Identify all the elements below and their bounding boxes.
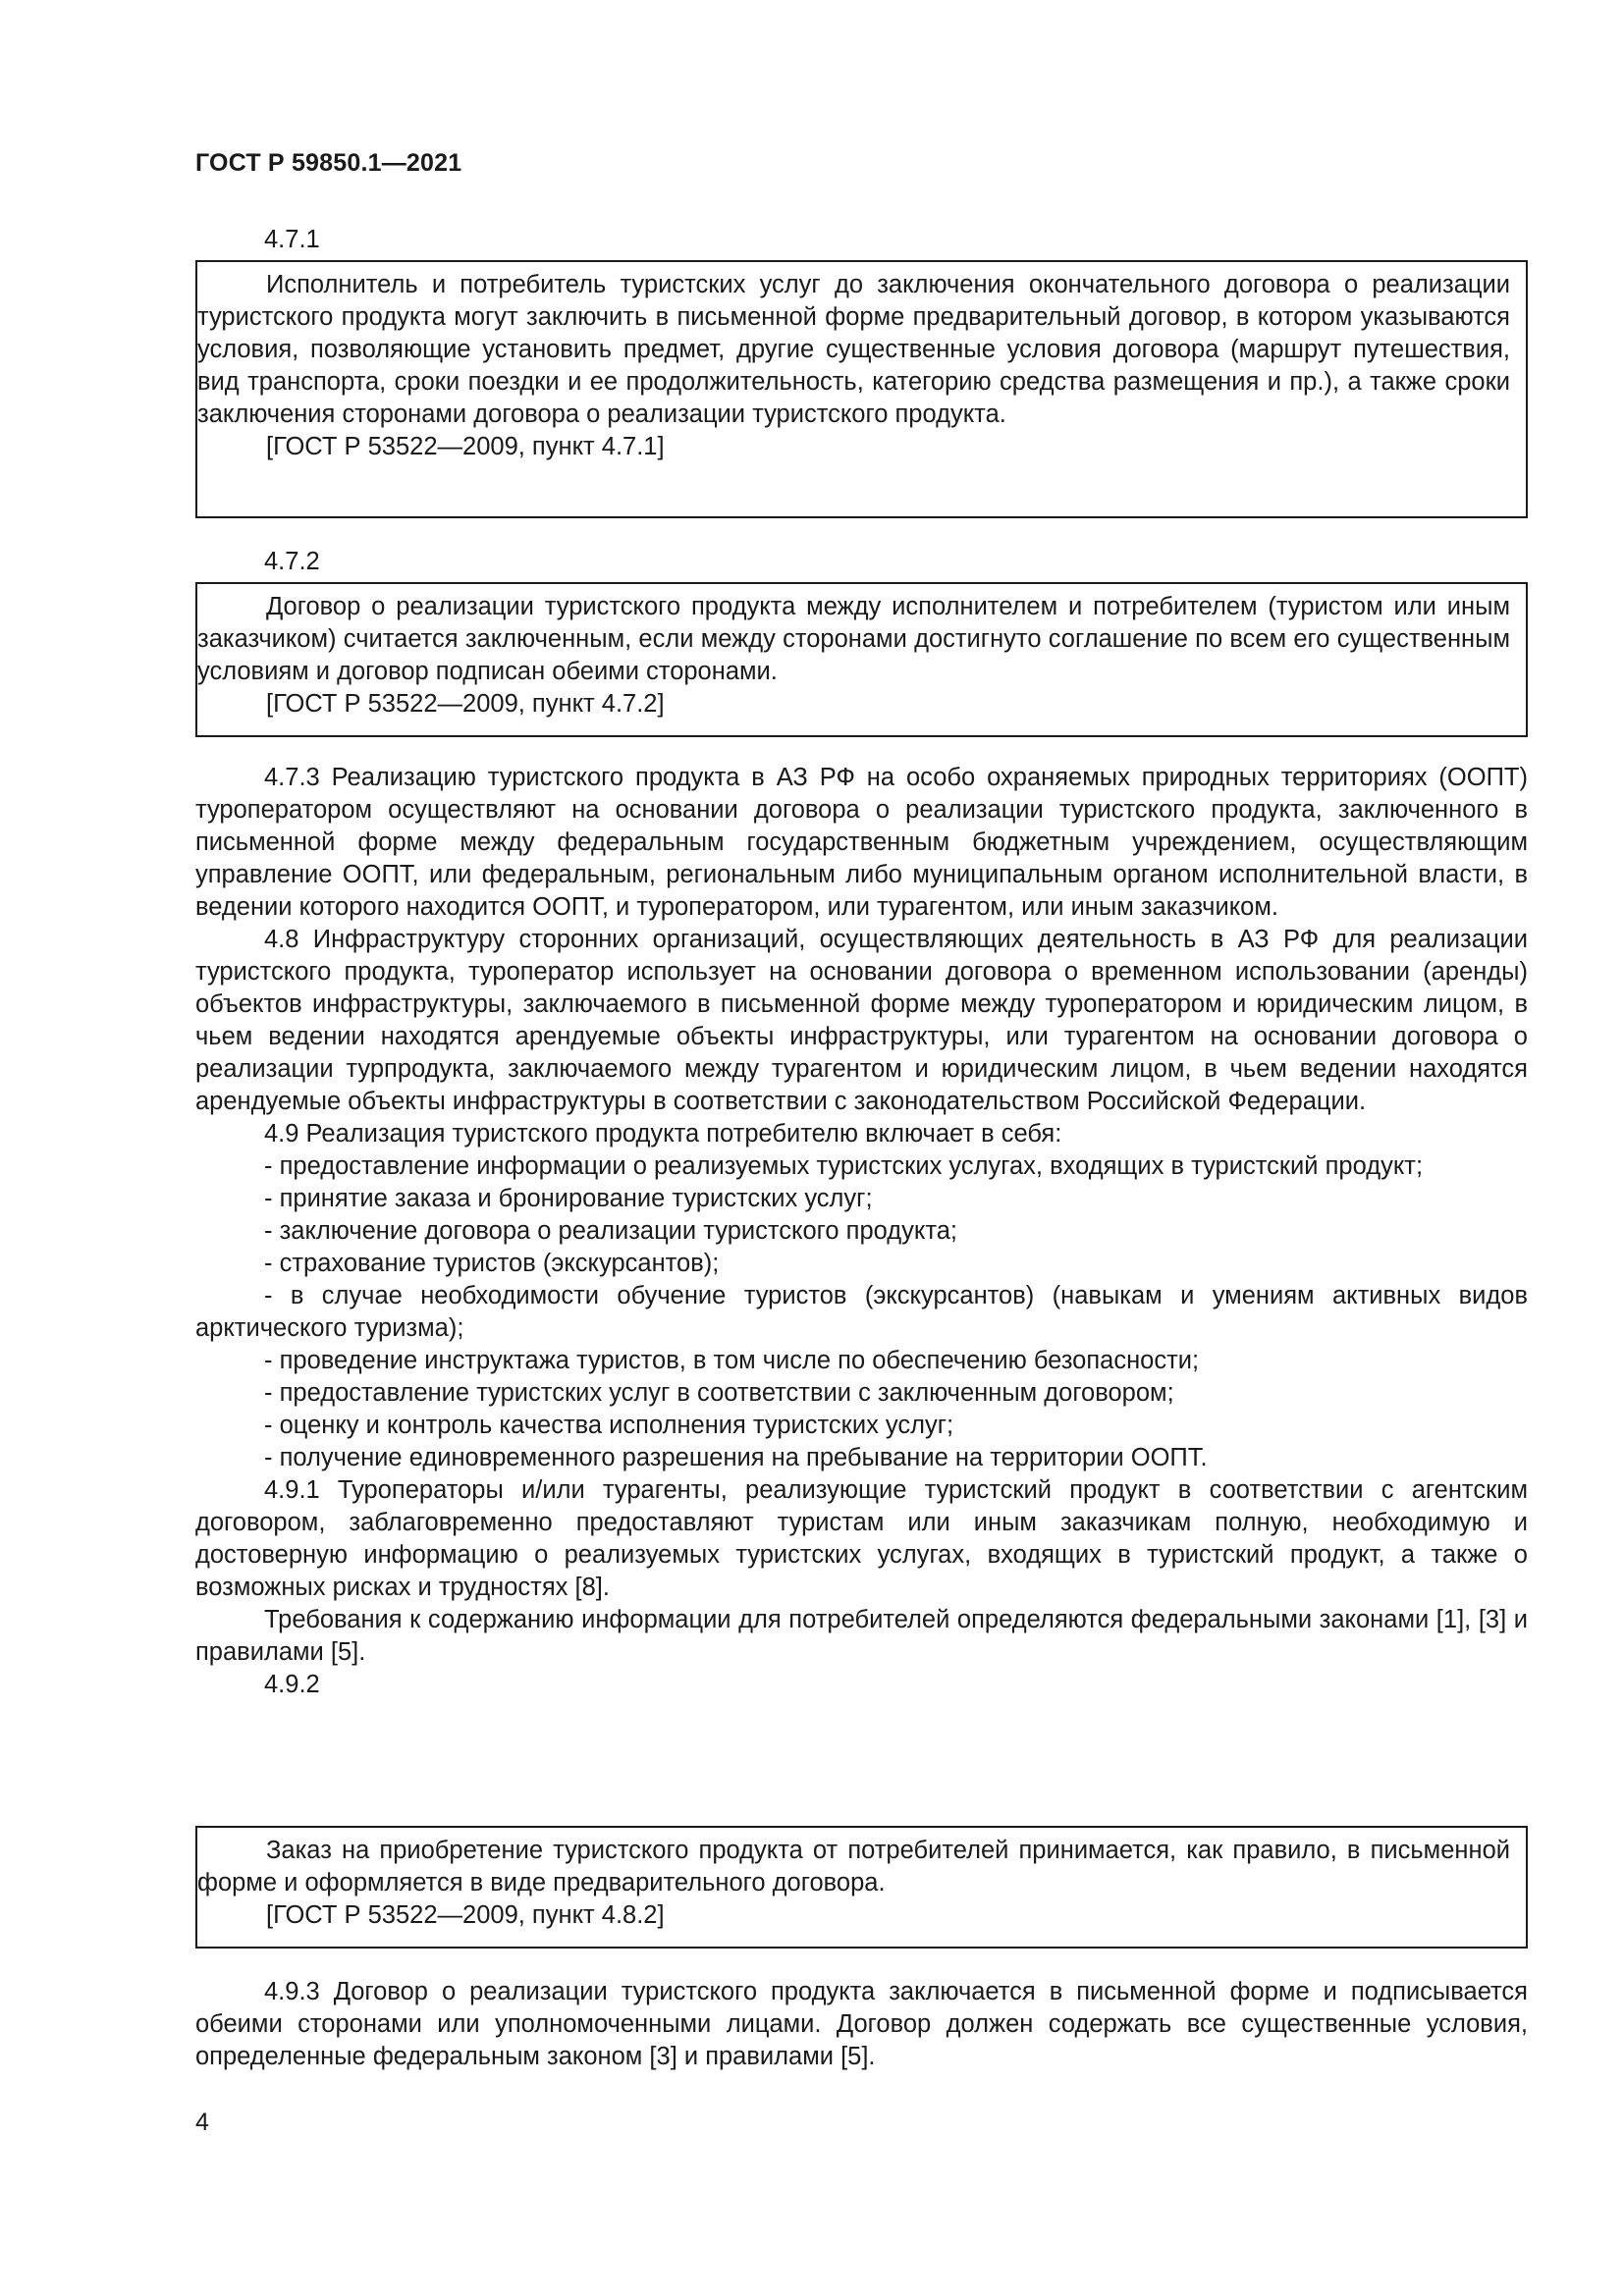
list-4-9 [195,1150,1528,1474]
document-header: ГОСТ Р 59850.1—2021 [195,149,462,177]
list-item: - предоставление туристских услуг в соответствии с заключенным договором; [264,1379,1174,1407]
clause-number-4-7-2: 4.7.2 [264,548,320,575]
quote-box-4-7-1 [195,260,1528,518]
list-item: - получение единовременного разрешения на пребывание на территории ООПТ. [264,1444,1208,1471]
quote-text-4-7-1: Исполнитель и потребитель туристских услуг до заключения окончательного договора о реализации туристского продукта могут заключить в письменной форме предварительный договор, в котором указываются условия, позволяющие установить предмет, другие существенные условия договора (маршрут путешествия, вид транспорта, сроки поездки и ее продолжительность, категорию средства размещения и пр.), а также сроки заключения сторонами договора о реализации туристского продукта. [197,271,1510,428]
quote-ref-4-7-1: [ГОСТ Р 53522—2009, пункт 4.7.1] [266,433,665,460]
quote-box-4-7-2 [195,582,1528,737]
list-item: - оценку и контроль качества исполнения туристских услуг; [264,1412,954,1439]
quote-text-4-9-2: Заказ на приобретение туристского продукта от потребителей принимается, как правило, в письменной форме и оформляется в виде предварительного договора. [197,1837,1510,1896]
list-item: - предоставление информации о реализуемых туристских услугах, входящих в туристский продукт; [264,1152,1424,1180]
clause-number-4-9-2: 4.9.2 [264,1671,320,1698]
list-item: - проведение инструктажа туристов, в том числе по обеспечению безопасности; [264,1347,1200,1374]
quote-box-4-9-2 [195,1826,1528,1949]
list-item: - в случае необходимости обучение туристов (экскурсантов) (навыкам и умениям активных видов арктического туризма); [195,1282,1528,1342]
quote-ref-4-7-2: [ГОСТ Р 53522—2009, пункт 4.7.2] [266,690,665,718]
list-item: - принятие заказа и бронирование туристских услуг; [264,1185,873,1212]
clause-number-4-7-1: 4.7.1 [264,226,320,253]
list-item: - страхование туристов (экскурсантов); [264,1250,720,1277]
clause-4-9-1-requirements: Требования к содержанию информации для потребителей определяются федеральными законами [1], [3] и правилами [5]. [195,1606,1528,1666]
clause-4-9-3: 4.9.3 Договор о реализации туристского продукта заключается в письменной форме и подписывается обеими сторонами или уполномоченными лицами. Договор должен содержать все существенные условия, определенные федеральным законом [3] и правилами [5]. [195,1978,1528,2070]
quote-ref-4-9-2: [ГОСТ Р 53522—2009, пункт 4.8.2] [266,1901,665,1929]
quote-text-4-7-2: Договор о реализации туристского продукта между исполнителем и потребителем (туристом или иным заказчиком) считается заключенным, если между сторонами достигнуто соглашение по всем его существенным условиям и договор подписан обеими сторонами. [197,593,1510,685]
clause-4-7-3: 4.7.3 Реализацию туристского продукта в АЗ РФ на особо охраняемых природных территориях (ООПТ) туроператором осуществляют на основании договора о реализации туристского продукта, заключенного в письменной форме между федеральным государственным бюджетным учреждением, осуществляющим управление ООПТ, или федеральным, региональным либо муниципальным органом исполнительной власти, в ведении которого находится ООПТ, и туроператором, или турагентом, или иным заказчиком. [195,764,1528,921]
list-item: - заключение договора о реализации туристского продукта; [264,1217,957,1245]
clause-4-9: 4.9 Реализация туристского продукта потребителю включает в себя: [264,1120,1062,1148]
page-number: 4 [195,2109,209,2136]
clause-4-9-1: 4.9.1 Туроператоры и/или турагенты, реализующие туристский продукт в соответствии с агентским договором, заблаговременно предоставляют туристам или иным заказчикам полную, необходимую и достоверную информацию о реализуемых туристских услугах, входящих в туристский продукт, а также о возможных рисках и трудностях [8]. [195,1476,1528,1601]
clause-4-8: 4.8 Инфраструктуру сторонних организаций, осуществляющих деятельность в АЗ РФ для реализации туристского продукта, туроператор использует на основании договора о временном использовании (аренды) объектов инфраструктуры, заключаемого в письменной форме между туроператором и юридическим лицом, в чьем ведении находятся арендуемые объекты инфраструктуры, или турагентом на основании договора о реализации турпродукта, заключаемого между турагентом и юридическим лицом, в чьем ведении находятся арендуемые объекты инфраструктуры в соответствии с законодательством Российской Федерации. [195,926,1528,1115]
